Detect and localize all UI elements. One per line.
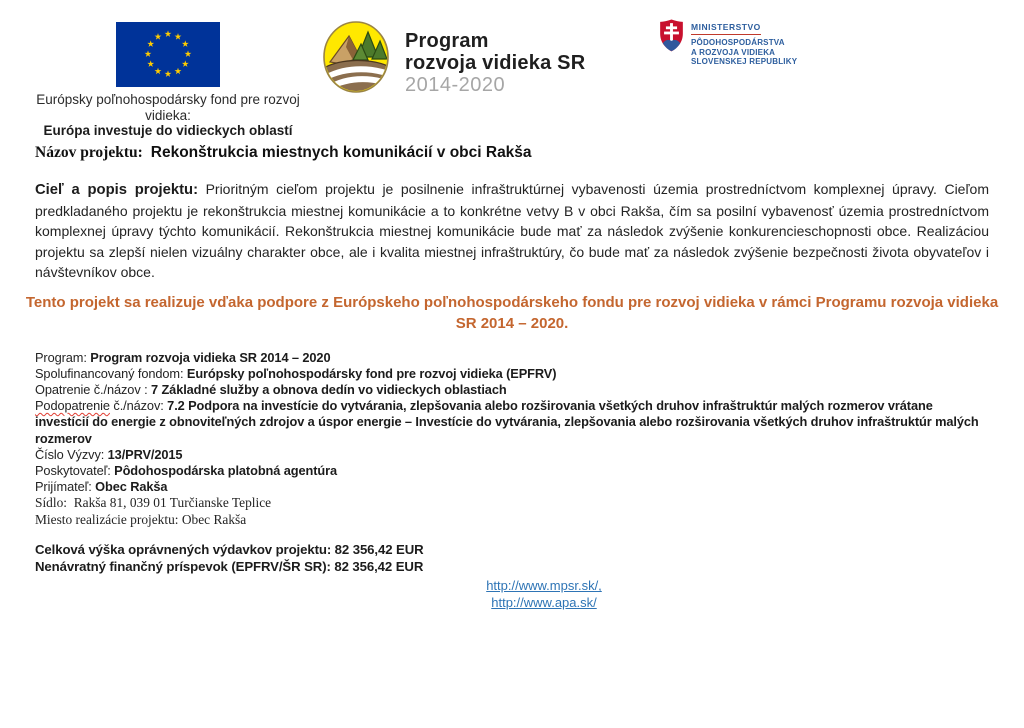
prv-title-line1: Program [405,30,489,52]
detail-label: č./názov: [109,398,168,414]
project-description-text: Prioritným cieľom projektu je posilnenie infraštruktúrnej vybavenosti územia prostredníctvom komplexnej úpravy. Cieľom predkladaného projektu je rekonštrukcia miestnej komunikácie a to konkrétne vetvy B v obci Rakša, čím sa posilní vybavenosť územia prostredníctvom komplexnej úpravy týchto komunikácií. Rekonštrukcia miestnej komunikácie bude mať za následok zvýšenie konkurencieschopnosti obce. Realizáciou projektu sa zlepší nielen vizuálny charakter obce, ale i kvalita miestnej infraštruktúry, čo bude mať za následok zvýšenie bezpečnosti života obyvateľov i návštevníkov obce. [35,181,989,280]
project-title-label: Názov projektu: [35,144,143,161]
project-title-value: Rekonštrukcia miestnych komunikácií v obci Rakša [150,144,532,161]
ministry-name-line2: PÔDOHOSPODÁRSTVA [691,38,785,47]
ministry-name-line1: MINISTERSTVO [691,22,761,35]
detail-label: Poskytovateľ: [35,462,115,478]
ministry-logo-text [691,19,797,67]
project-description-label: Cieľ a popis projektu: [35,182,199,198]
ministry-name-line4: SLOVENSKEJ REPUBLIKY [691,57,798,66]
detail-label: Číslo Výzvy: [35,446,108,462]
prv-logo-block [322,20,585,96]
detail-value: Rakša 81, 039 01 Turčianske Teplice [73,495,272,511]
detail-label-misspelled-word: Podopatrenie [35,398,110,414]
link-mpsr[interactable]: http://www.mpsr.sk/, [486,578,602,594]
project-title-line [35,144,989,162]
eu-logo-block [30,22,306,139]
link-apa[interactable]: http://www.apa.sk/ [491,594,597,610]
eu-caption-line2: Európa investuje do vidieckych oblastí [43,123,293,138]
detail-label: Opatrenie č./názov : [35,381,151,397]
detail-row-recipient [35,479,989,495]
detail-row-submeasure [35,398,989,447]
prv-subtitle-years: 2014-2020 [405,74,506,96]
detail-value: Program rozvoja vidieka SR 2014 – 2020 [90,349,331,365]
eu-flag-icon [116,22,220,87]
detail-value: 7.2 Podpora na investície do vytvárania, zlepšovania alebo rozširovania všetkých druhov infraštruktúr malých rozmerov vrátane investícií do energie z obnoviteľných zdrojov a úspor energie – Investície do vytvárania, zlepšovania alebo rozširovania všetkých druhov infraštruktúr malých rozmerov [35,398,979,446]
prv-title-line2: rozvoja vidieka SR [405,51,586,74]
ministry-name-line3: A ROZVOJA VIDIEKA [691,47,776,57]
funding-statement: Tento projekt sa realizuje vďaka podpore z Európskeho poľnohospodárskeho fondu pre rozvoj vidieka v rámci Programu rozvoja vidieka SR 2014 – 2020. [25,293,999,332]
detail-row-call-number [35,447,989,463]
detail-value: 7 Základné služby a obnova dedín vo vidieckych oblastiach [150,381,507,397]
total-eligible-expenses: Celková výška oprávnených výdavkov projektu: 82 356,42 EUR [35,541,424,557]
detail-label: Sídlo: [35,495,74,511]
financial-summary [35,542,989,576]
prv-countryside-icon [322,20,390,94]
prv-logo-text [405,31,585,96]
detail-row-program [35,350,989,366]
project-description [35,179,989,283]
detail-value: Pôdohospodárska platobná agentúra [114,462,337,478]
detail-label: Program: [35,349,91,365]
logo-header [0,0,1024,138]
detail-row-measure [35,382,989,398]
eu-caption-line1: Európsky poľnohospodársky fond pre rozvoj vidieka: [36,92,300,123]
detail-row-seat [35,495,989,511]
detail-row-provider [35,463,989,479]
detail-value: Obec Rakša [95,479,168,495]
ministry-logo-block [659,19,797,67]
project-details-list [35,350,989,528]
detail-row-fund [35,366,989,382]
detail-value: Obec Rakša [181,511,247,527]
detail-row-realization-place [35,512,989,528]
detail-value: 13/PRV/2015 [107,446,183,462]
detail-label: Spolufinancovaný fondom: [35,365,187,381]
non-repayable-contribution: Nenávratný finančný príspevok (EPFRV/ŠR SR): 82 356,42 EUR [35,558,424,574]
detail-label: Prijímateľ: [35,479,96,495]
links-block [0,578,1024,611]
detail-value: Európsky poľnohospodársky fond pre rozvoj vidieka (EPFRV) [186,365,557,381]
detail-label: Miesto realizácie projektu: [35,511,182,527]
slovak-coat-of-arms-icon [659,19,684,52]
